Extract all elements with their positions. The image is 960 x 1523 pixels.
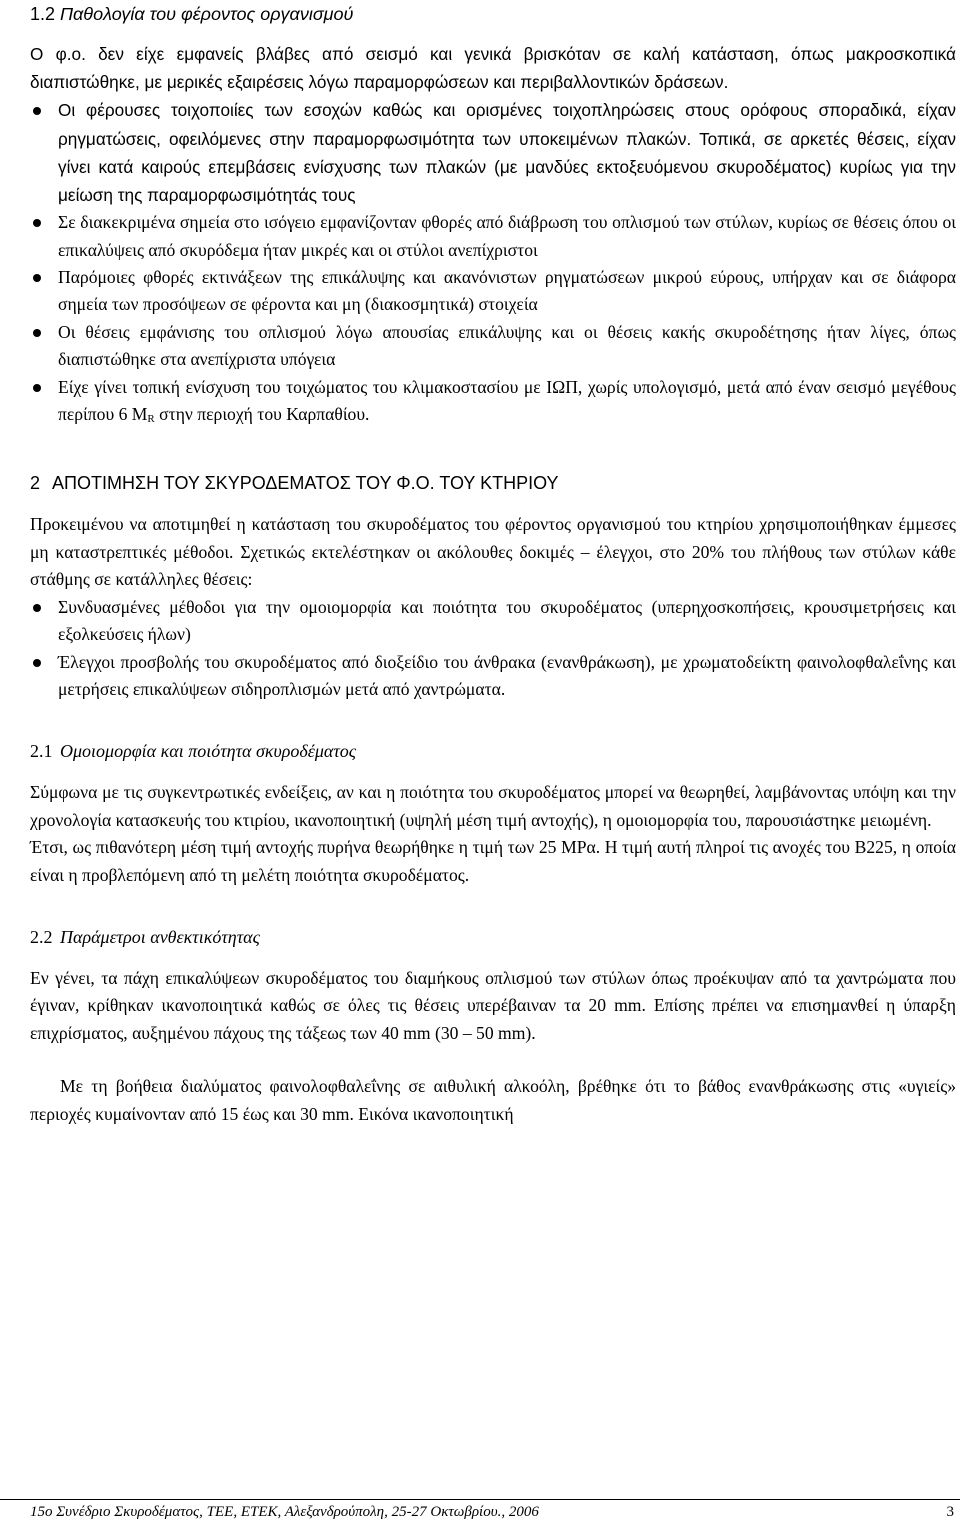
footer-divider xyxy=(0,1499,960,1500)
section-heading-2 xyxy=(30,469,956,497)
bullet-icon xyxy=(33,107,41,115)
footer-text: 15ο Συνέδριο Σκυροδέματος, ΤΕΕ, ΕΤΕΚ, Αλεξανδρούπολη, 25-27 Οκτωβρίου., 2006 xyxy=(30,1504,539,1520)
list-item xyxy=(30,264,956,319)
section-2-1-para-2: Έτσι, ως πιθανότερη μέση τιμή αντοχής πυρήνα θεωρήθηκε η τιμή των 25 MPα. Η τιμή αυτή πληροί τις ανοχές του B225, η οποία είναι η προβλεπόμενη από τη μελέτη ποιότητα σκυροδέματος. xyxy=(30,837,956,885)
section-heading-2-2 xyxy=(30,923,956,951)
list-item xyxy=(30,319,956,374)
section-1-2-bullets xyxy=(30,96,956,209)
section-number: 1.2 xyxy=(30,4,56,24)
section-2-bullets xyxy=(30,594,956,704)
section-2-body xyxy=(30,511,956,703)
section-heading-1-2 xyxy=(30,0,956,28)
section-number: 2.2 xyxy=(30,926,53,947)
list-item-text: Οι θέσεις εμφάνισης του οπλισμού λόγω απουσίας επικάλυψης και οι θέσεις κακής σκυροδέτησης ήταν λίγες, όπως διαπιστώθηκε στα ανεπίχριστα υπόγεια xyxy=(58,321,956,370)
list-item xyxy=(30,209,956,264)
list-item xyxy=(30,594,956,649)
list-item xyxy=(30,649,956,704)
section-title: ΑΠΟΤΙΜΗΣΗ ΤΟΥ ΣΚΥΡΟΔΕΜΑΤΟΣ ΤΟΥ Φ.Ο. ΤΟΥ ΚΤΗΡΙΟΥ xyxy=(52,473,559,494)
section-title: Ομοιομορφία και ποιότητα σκυροδέματος xyxy=(60,741,357,762)
document-page xyxy=(30,0,956,1128)
bullet-icon xyxy=(33,384,41,392)
section-2-1-para-1: Σύμφωνα με τις συγκεντρωτικές ενδείξεις, αν και η ποιότητα του σκυροδέματος μπορεί να θεωρηθεί, λαμβάνοντας υπόψη και την χρονολογία κατασκευής του κτιρίου, ικανοποιητική (υψηλή μέση τιμή αντοχής), η ομοιομορφία του, παρουσιάστηκε μειωμένη. xyxy=(30,782,956,830)
section-1-2-body xyxy=(30,40,956,209)
section-title: Παράμετροι ανθεκτικότητας xyxy=(60,926,260,947)
section-1-2-intro: Ο φ.ο. δεν είχε εμφανείς βλάβες από σεισμό και γενικά βρισκόταν σε καλή κατάσταση, όπως μακροσκοπικά διαπιστώθηκε, με μερικές εξαιρέσεις λόγω παραμορφώσεων και περιβαλλοντικών δράσεων. xyxy=(30,44,956,93)
section-1-2-bullets-continued xyxy=(30,209,956,433)
section-1-2-body-continued xyxy=(30,209,956,433)
section-2-intro: Προκειμένου να αποτιμηθεί η κατάσταση του σκυροδέματος του φέροντος οργανισμού του κτηρίου χρησιμοποιήθηκαν έμμεσες μη καταστρεπτικές μέθοδοι. Σχετικώς εκτελέστηκαν οι ακόλουθες δοκιμές – έλεγχοι, στο 20% του πλήθους των στύλων κάθε στάθμης σε κατάλληλες θέσεις: xyxy=(30,514,956,590)
list-item-text: Είχε γίνει τοπική ενίσχυση του τοιχώματος του κλιμακοστασίου με ΙΩΠ, χωρίς υπολογισμό, μετά από έναν σεισμό μεγέθους περίπου 6 Μ xyxy=(58,376,956,425)
list-item xyxy=(30,374,956,434)
section-number: 2 xyxy=(30,473,41,494)
bullet-icon xyxy=(33,604,41,612)
bullet-icon xyxy=(33,329,41,337)
section-2-2-body xyxy=(30,965,956,1128)
section-heading-2-1 xyxy=(30,737,956,765)
bullet-icon xyxy=(33,274,41,282)
bullet-icon xyxy=(33,219,41,227)
list-item-text: Παρόμοιες φθορές εκτινάξεων της επικάλυψης και ακανόνιστων ρηγματώσεων μικρού εύρους, υπήρχαν και σε διάφορα σημεία των προσόψεων σε φέροντα και μη (διακοσμητικά) στοιχεία xyxy=(58,267,956,315)
list-item-text-end: στην περιοχή του Καρπαθίου. xyxy=(154,404,370,425)
list-item-text: Οι φέρουσες τοιχοποιίες των εσοχών καθώς και ορισμένες τοιχοπληρώσεις στους ορόφους σποραδικά, είχαν ρηγματώσεις, οφειλόμενες στην παραμορφωσιμότητα των υποκειμένων πλακών. Τοπικά, σε αρκετές θέσεις, είχαν γίνει κατά καιρούς επεμβάσεις ενίσχυσης των πλακών (με μανδύες εκτοξευόμενου σκυροδέματος) κυρίως για την μείωση της παραμορφωσιμότητάς τους xyxy=(58,100,956,206)
bullet-icon xyxy=(33,659,41,667)
page-number: 3 xyxy=(946,1504,954,1520)
section-number: 2.1 xyxy=(30,741,53,762)
section-2-1-body xyxy=(30,779,956,889)
section-2-2-para-2: Με τη βοήθεια διαλύματος φαινολοφθαλεΐνης σε αιθυλική αλκοόλη, βρέθηκε ότι το βάθος ενανθράκωσης στις «υγιείς» περιοχές κυμαίνονταν από 15 έως και 30 mm. Εικόνα ικανοποιητική xyxy=(30,1076,956,1124)
list-item-text: Έλεγχοι προσβολής του σκυροδέματος από διοξείδιο του άνθρακα (ενανθράκωση), με χρωματοδείκτη φαινολοφθαλεΐνης και μετρήσεις επικαλύψεων σιδηροπλισμών μετά από χαντρώματα. xyxy=(58,651,956,699)
section-title: Παθολογία του φέροντος οργανισμού xyxy=(60,4,354,24)
magnitude-subscript: R xyxy=(147,413,155,426)
list-item xyxy=(30,96,956,209)
list-item-text: Συνδυασμένες μέθοδοι για την ομοιομορφία και ποιότητα του σκυροδέματος (υπερηχοσκοπήσεις, κρουσιμετρήσεις και εξολκεύσεις ήλων) xyxy=(58,596,956,645)
list-item-text: Σε διακεκριμένα σημεία στο ισόγειο εμφανίζονταν φθορές από διάβρωση του οπλισμού των στύλων, κυρίως σε θέσεις όπου οι επικαλύψεις από σκυρόδεμα ήταν μικρές και οι στύλοι ανεπίχριστοι xyxy=(58,212,956,260)
page-footer xyxy=(30,1502,956,1522)
section-2-2-para-1: Εν γένει, τα πάχη επικαλύψεων σκυροδέματος του διαμήκους οπλισμού των στύλων όπως προέκυψαν από τα χαντρώματα που έγιναν, κρίθηκαν ικανοποιητικά καθώς σε όλες τις θέσεις υπερέβαιναν τα 20 mm. Επίσης πρέπει να επισημανθεί η ύπαρξη επιχρίσματος, αυξημένου πάχους της τάξεως των 40 mm (30 – 50 mm). xyxy=(30,967,956,1043)
